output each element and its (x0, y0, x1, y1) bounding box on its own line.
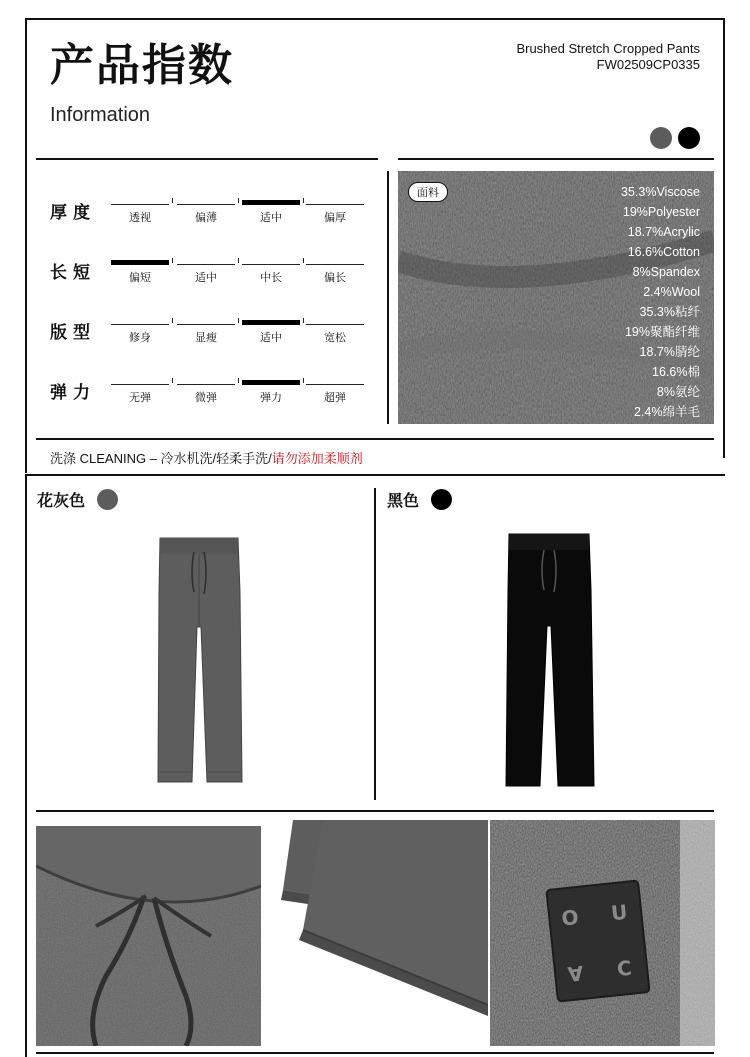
index-option-label: 偏短 (129, 271, 151, 284)
variant-black-name: 黑色 (387, 491, 420, 510)
left-border (25, 18, 27, 473)
index-option-bar (306, 264, 364, 265)
section-divider (25, 474, 725, 476)
index-option-selected (242, 384, 300, 405)
index-option-label: 偏长 (324, 271, 346, 284)
index-option-label: 宽松 (324, 331, 346, 344)
index-option-bar (111, 260, 169, 265)
index-option-bar (242, 264, 300, 265)
index-option (177, 264, 235, 285)
index-option (306, 204, 364, 225)
top-border (25, 18, 725, 20)
composition-line: 2.4%Wool (643, 285, 700, 299)
label-patch-detail-image (490, 820, 715, 1046)
index-option-label: 偏厚 (324, 211, 346, 224)
page-subtitle: Information (50, 104, 151, 126)
composition-line: 8%Spandex (632, 265, 700, 279)
index-option-selected (111, 264, 169, 285)
index-tick (303, 318, 304, 323)
index-top-divider (36, 158, 378, 160)
index-tick (172, 258, 173, 263)
index-option-label: 适中 (260, 331, 282, 344)
index-row-label: 弹力 (50, 383, 96, 403)
index-tick (172, 198, 173, 203)
black-pants-image (500, 530, 600, 792)
cleaning-text: 洗涤 CLEANING – 冷水机洗/轻柔手洗/ (50, 451, 272, 466)
index-row-label: 版型 (50, 323, 96, 343)
fabric-top-divider (398, 158, 714, 160)
product-name: Brushed Stretch Cropped Pants (516, 41, 700, 56)
grey-swatch-icon (97, 489, 118, 510)
index-option-bar (177, 324, 235, 325)
index-option-bar (242, 320, 300, 325)
index-option-bar (111, 204, 169, 205)
index-option (177, 384, 235, 405)
index-option-bar (177, 204, 235, 205)
index-option-bar (111, 384, 169, 385)
variant-left-border (25, 474, 27, 1057)
index-option-label: 修身 (129, 331, 151, 344)
composition-line: 8%氨纶 (656, 385, 700, 399)
svg-text:A: A (566, 960, 585, 987)
black-color-dot-icon (678, 127, 700, 149)
index-option (177, 204, 235, 225)
index-option-label: 弹力 (260, 391, 282, 404)
index-option (306, 384, 364, 405)
index-option-label: 微弹 (195, 391, 217, 404)
details-top-divider (36, 810, 714, 812)
variant-grey-name: 花灰色 (37, 491, 86, 510)
composition-line: 2.4%绵羊毛 (634, 405, 700, 419)
index-option-bar (177, 264, 235, 265)
index-option-label: 显瘦 (195, 331, 217, 344)
index-tick (238, 378, 239, 383)
index-option (111, 204, 169, 225)
composition-line: 35.3%Viscose (621, 185, 700, 199)
black-swatch-icon (431, 489, 452, 510)
index-tick (238, 318, 239, 323)
index-option (111, 324, 169, 345)
index-option-label: 适中 (260, 211, 282, 224)
right-border (723, 18, 725, 458)
index-option-selected (242, 204, 300, 225)
index-tick (172, 318, 173, 323)
composition-line: 19%Polyester (622, 205, 700, 219)
grey-pants-image (150, 532, 250, 788)
variant-grey-label (37, 488, 118, 511)
middle-divider (387, 171, 389, 424)
cleaning-warning: 请勿添加柔顺剂 (271, 451, 363, 466)
product-code: FW02509CP0335 (596, 57, 700, 72)
index-row-label: 长短 (50, 263, 96, 283)
page-title: 产品指数 (50, 40, 234, 91)
bottom-divider (36, 1052, 714, 1054)
hem-detail-image (263, 820, 488, 1046)
index-option-bar (306, 324, 364, 325)
grey-color-dot-icon (650, 127, 672, 149)
index-option-bar (242, 380, 300, 385)
cleaning-top-divider (36, 438, 714, 440)
composition-line: 35.3%粘纤 (639, 305, 700, 319)
index-option-bar (111, 324, 169, 325)
index-tick (172, 378, 173, 383)
index-option (177, 324, 235, 345)
index-tick (238, 198, 239, 203)
variant-black-label (387, 488, 452, 511)
fabric-label: 面料 (408, 182, 448, 202)
index-option (111, 384, 169, 405)
fabric-swatch (398, 171, 714, 424)
composition-line: 16.6%Cotton (627, 245, 700, 259)
composition-line: 18.7%Acrylic (627, 225, 700, 239)
index-tick (303, 258, 304, 263)
variant-divider (374, 488, 376, 800)
index-tick (238, 258, 239, 263)
index-row-label: 厚度 (50, 203, 96, 223)
index-option-label: 偏薄 (195, 211, 217, 224)
index-option-label: 透视 (129, 211, 151, 224)
index-tick (303, 198, 304, 203)
svg-text:U: U (609, 899, 629, 926)
fabric-composition (621, 182, 700, 422)
index-option-bar (177, 384, 235, 385)
index-option-selected (242, 324, 300, 345)
composition-line: 16.6%棉 (652, 365, 700, 379)
index-option-label: 无弹 (129, 391, 151, 404)
svg-text:O: O (560, 904, 580, 931)
waistband-detail-image (36, 826, 261, 1046)
index-option (306, 324, 364, 345)
cleaning-instructions (50, 448, 363, 467)
index-option-bar (306, 204, 364, 205)
index-option-label: 超弹 (324, 391, 346, 404)
index-option-bar (242, 200, 300, 205)
index-tick (303, 378, 304, 383)
product-info (516, 41, 700, 73)
svg-text:C: C (615, 955, 633, 982)
index-option-bar (306, 384, 364, 385)
composition-line: 19%聚酯纤维 (624, 325, 700, 339)
index-option-label: 适中 (195, 271, 217, 284)
index-option-label: 中长 (260, 271, 282, 284)
index-option (306, 264, 364, 285)
index-option (242, 264, 300, 285)
composition-line: 18.7%腈纶 (639, 345, 700, 359)
